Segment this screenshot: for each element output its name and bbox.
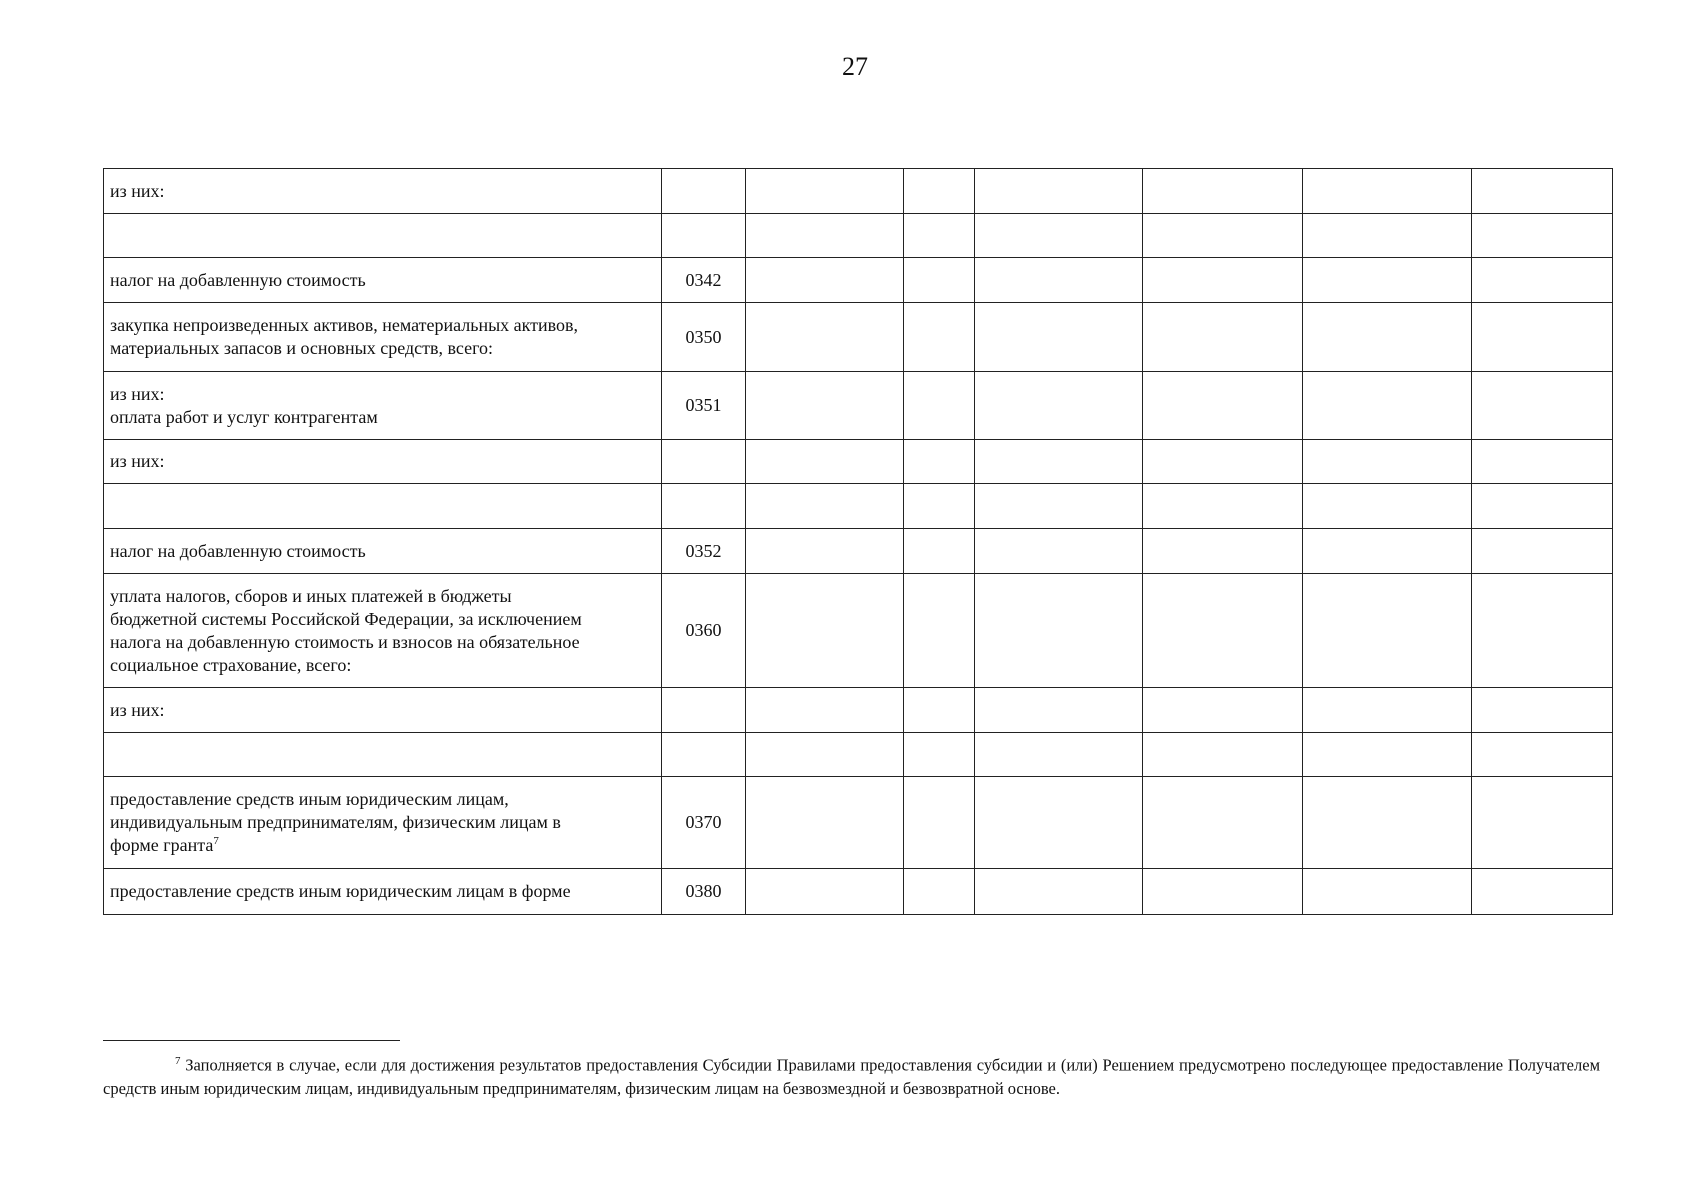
row-label-cell: [104, 733, 662, 777]
table-row: [104, 214, 1613, 258]
empty-value-cell: [1303, 372, 1472, 440]
empty-value-cell: [1472, 372, 1613, 440]
table-row: [104, 777, 1613, 869]
row-label-last-line: [110, 834, 655, 857]
empty-value-cell: [1303, 440, 1472, 484]
row-code-cell: [662, 214, 746, 258]
empty-value-cell: [975, 484, 1143, 529]
row-label-cell: [104, 214, 662, 258]
empty-value-cell: [1143, 688, 1303, 733]
row-label-line: уплата налогов, сборов и иных платежей в бюджеты: [110, 585, 512, 606]
row-label-cell: [104, 869, 662, 915]
row-label-line: из них:: [110, 383, 165, 404]
empty-value-cell: [975, 574, 1143, 688]
row-label-line: форме гранта: [110, 835, 214, 855]
empty-value-cell: [746, 169, 904, 214]
table-row: [104, 169, 1613, 214]
empty-value-cell: [975, 440, 1143, 484]
row-label-line: налог на добавленную стоимость: [110, 540, 366, 561]
empty-value-cell: [1472, 484, 1613, 529]
row-label-line: материальных запасов и основных средств, всего:: [110, 338, 494, 358]
empty-value-cell: [904, 529, 975, 574]
empty-value-cell: [1472, 440, 1613, 484]
footnote-text: Заполняется в случае, если для достижения результатов предоставления Субсидии Правилами предоставления субсидии и (или) Решением предусмотрено последующее предоставление Получателем средств иным юридическим лицам, индивидуальным предпринимателям, физическим лицам на безвозмездной и безвозвратной основе.: [103, 1055, 1601, 1098]
empty-value-cell: [1303, 214, 1472, 258]
empty-value-cell: [1303, 258, 1472, 303]
table-row: [104, 440, 1613, 484]
empty-value-cell: [746, 733, 904, 777]
row-label-cell: [104, 440, 662, 484]
empty-value-cell: [1303, 574, 1472, 688]
row-label-line: из них:: [110, 451, 165, 471]
empty-value-cell: [1472, 214, 1613, 258]
empty-value-cell: [904, 214, 975, 258]
row-code-cell: 0380: [662, 869, 746, 915]
empty-value-cell: [1143, 440, 1303, 484]
row-label-cell: [104, 258, 662, 303]
empty-value-cell: [746, 529, 904, 574]
empty-value-cell: [975, 214, 1143, 258]
empty-value-cell: [1143, 258, 1303, 303]
row-code-cell: 0370: [662, 777, 746, 869]
empty-value-cell: [904, 303, 975, 372]
empty-value-cell: [975, 688, 1143, 733]
empty-value-cell: [975, 169, 1143, 214]
row-label-line: предоставление средств иным юридическим лицам,: [110, 789, 509, 809]
empty-value-cell: [904, 169, 975, 214]
empty-value-cell: [904, 440, 975, 484]
empty-value-cell: [1303, 484, 1472, 529]
empty-value-cell: [1143, 869, 1303, 915]
row-label-line: предоставление средств иным юридическим лицам в форме: [110, 881, 571, 901]
empty-value-cell: [1303, 169, 1472, 214]
row-label-cell: [104, 484, 662, 529]
row-code-cell: 0360: [662, 574, 746, 688]
empty-value-cell: [975, 372, 1143, 440]
form-table: [103, 168, 1613, 915]
footnote-marker: 7: [175, 1055, 181, 1067]
row-label-line: социальное страхование, всего:: [110, 654, 352, 675]
empty-value-cell: [1143, 529, 1303, 574]
empty-value-cell: [1143, 214, 1303, 258]
table-row: [104, 484, 1613, 529]
empty-value-cell: [1303, 529, 1472, 574]
empty-value-cell: [1472, 733, 1613, 777]
row-code-cell: [662, 169, 746, 214]
row-code-cell: [662, 688, 746, 733]
empty-value-cell: [1472, 169, 1613, 214]
empty-value-cell: [1303, 733, 1472, 777]
footnote: [103, 1050, 1600, 1100]
empty-value-cell: [975, 303, 1143, 372]
row-label-cell: [104, 574, 662, 688]
table-row: [104, 529, 1613, 574]
empty-value-cell: [1472, 869, 1613, 915]
row-code-cell: [662, 484, 746, 529]
empty-value-cell: [746, 777, 904, 869]
row-label-line: закупка непроизведенных активов, нематериальных активов,: [110, 315, 579, 335]
empty-value-cell: [904, 688, 975, 733]
empty-value-cell: [904, 733, 975, 777]
empty-value-cell: [746, 258, 904, 303]
empty-value-cell: [1143, 574, 1303, 688]
row-code-cell: [662, 733, 746, 777]
empty-value-cell: [975, 258, 1143, 303]
row-label-cell: [104, 688, 662, 733]
empty-value-cell: [1303, 869, 1472, 915]
row-label-cell: [104, 303, 662, 372]
empty-value-cell: [1303, 688, 1472, 733]
empty-value-cell: [746, 303, 904, 372]
empty-value-cell: [1143, 169, 1303, 214]
empty-value-cell: [1143, 484, 1303, 529]
row-label-line: бюджетной системы Российской Федерации, за исключением: [110, 608, 582, 629]
empty-value-cell: [904, 258, 975, 303]
empty-value-cell: [1472, 688, 1613, 733]
table-row: [104, 258, 1613, 303]
empty-value-cell: [746, 440, 904, 484]
row-code-cell: 0350: [662, 303, 746, 372]
empty-value-cell: [904, 372, 975, 440]
empty-value-cell: [904, 869, 975, 915]
row-code-cell: 0351: [662, 372, 746, 440]
empty-value-cell: [1143, 303, 1303, 372]
empty-value-cell: [904, 777, 975, 869]
table-row: [104, 688, 1613, 733]
empty-value-cell: [746, 688, 904, 733]
empty-value-cell: [975, 869, 1143, 915]
empty-value-cell: [746, 574, 904, 688]
row-label-line: налога на добавленную стоимость и взносов на обязательное: [110, 631, 580, 652]
empty-value-cell: [746, 214, 904, 258]
table-row: [104, 372, 1613, 440]
empty-value-cell: [975, 529, 1143, 574]
row-label-line: индивидуальным предпринимателям, физическим лицам в: [110, 812, 561, 832]
table-row: [104, 574, 1613, 688]
row-label-cell: [104, 777, 662, 869]
empty-value-cell: [1143, 372, 1303, 440]
table-row: [104, 303, 1613, 372]
row-code-cell: 0352: [662, 529, 746, 574]
row-code-cell: [662, 440, 746, 484]
footnote-reference: 7: [213, 835, 219, 847]
row-label-cell: [104, 169, 662, 214]
empty-value-cell: [746, 869, 904, 915]
empty-value-cell: [1143, 733, 1303, 777]
table-row: [104, 733, 1613, 777]
empty-value-cell: [746, 484, 904, 529]
empty-value-cell: [904, 574, 975, 688]
row-code-cell: 0342: [662, 258, 746, 303]
row-label-cell: [104, 372, 662, 440]
row-label-line: налог на добавленную стоимость: [110, 269, 366, 290]
row-label-line: из них:: [110, 180, 165, 201]
empty-value-cell: [1303, 303, 1472, 372]
empty-value-cell: [1472, 777, 1613, 869]
empty-value-cell: [746, 372, 904, 440]
empty-value-cell: [1143, 777, 1303, 869]
row-label-cell: [104, 529, 662, 574]
row-label-line: из них:: [110, 699, 165, 720]
empty-value-cell: [1303, 777, 1472, 869]
page-number: 27: [842, 52, 868, 81]
empty-value-cell: [1472, 303, 1613, 372]
empty-value-cell: [975, 777, 1143, 869]
row-label-line: оплата работ и услуг контрагентам: [110, 406, 378, 427]
empty-value-cell: [1472, 529, 1613, 574]
footnote-separator: [103, 1040, 400, 1041]
table-row: [104, 869, 1613, 915]
empty-value-cell: [1472, 258, 1613, 303]
empty-value-cell: [904, 484, 975, 529]
empty-value-cell: [975, 733, 1143, 777]
empty-value-cell: [1472, 574, 1613, 688]
